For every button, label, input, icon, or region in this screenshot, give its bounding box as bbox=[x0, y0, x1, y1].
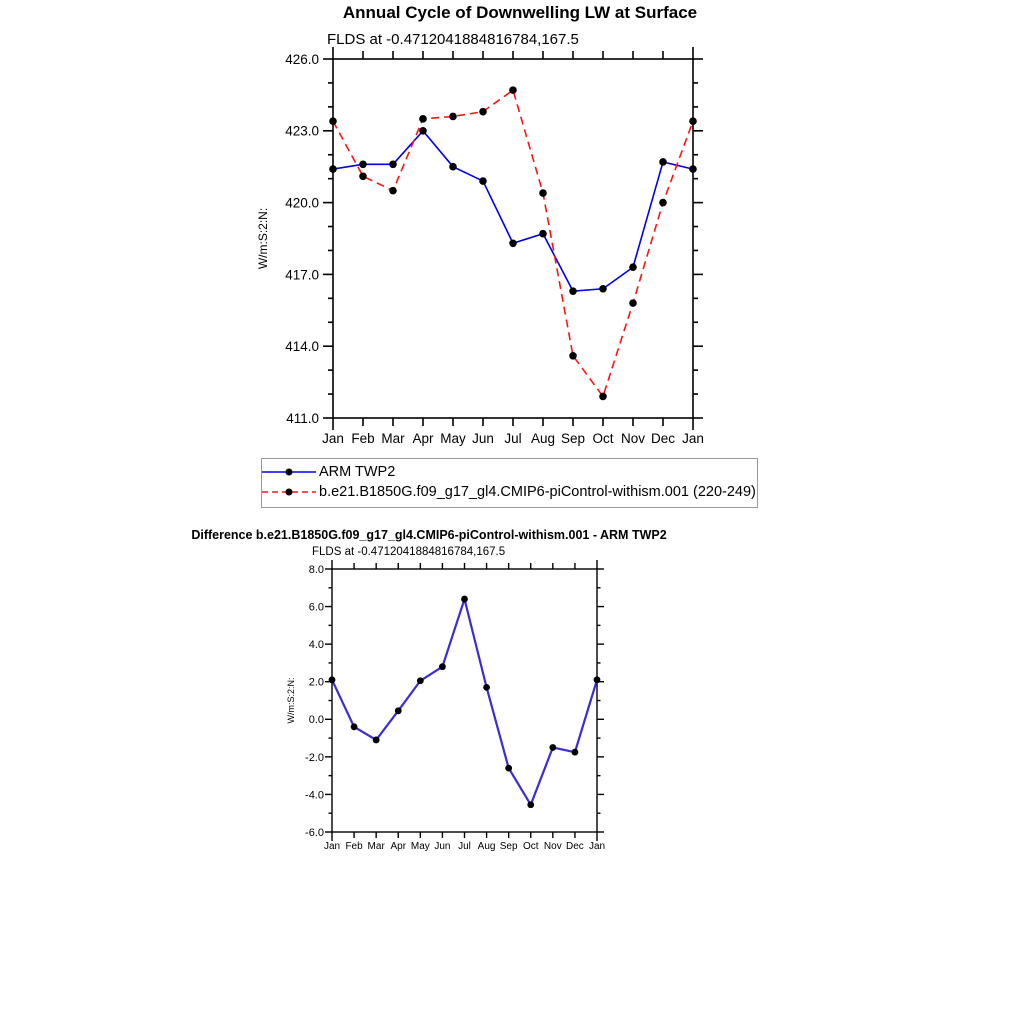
data-point-marker bbox=[483, 684, 490, 691]
series-line-0 bbox=[332, 599, 597, 805]
data-point-marker bbox=[569, 287, 577, 295]
x-tick-label: Sep bbox=[560, 431, 586, 446]
x-tick-label: Jan bbox=[588, 841, 606, 852]
top-chart bbox=[256, 47, 704, 446]
bottom-chart bbox=[286, 560, 605, 852]
x-tick-label: Nov bbox=[543, 841, 562, 852]
x-tick-label: Mar bbox=[367, 841, 385, 852]
x-tick-label: May bbox=[440, 431, 466, 446]
data-point-marker bbox=[599, 393, 607, 401]
data-point-marker bbox=[509, 86, 517, 94]
data-point-marker bbox=[389, 187, 397, 195]
data-point-marker bbox=[329, 676, 336, 683]
data-point-marker bbox=[419, 127, 427, 135]
data-point-marker bbox=[549, 744, 556, 751]
x-tick-label: Mar bbox=[381, 431, 405, 446]
legend-label-arm-twp2: ARM TWP2 bbox=[319, 464, 396, 480]
data-point-marker bbox=[689, 117, 697, 125]
data-point-marker bbox=[569, 352, 577, 360]
x-tick-label: Aug bbox=[477, 841, 496, 852]
x-tick-label: Oct bbox=[522, 841, 539, 852]
data-point-marker bbox=[689, 165, 697, 173]
data-point-marker bbox=[373, 737, 380, 744]
data-point-marker bbox=[479, 108, 487, 116]
x-tick-label: Jun bbox=[434, 841, 451, 852]
x-tick-label: Jan bbox=[323, 841, 341, 852]
x-tick-label: May bbox=[410, 841, 430, 852]
y-tick-label: 8.0 bbox=[308, 563, 324, 576]
plot-box bbox=[332, 569, 597, 832]
x-tick-label: Feb bbox=[351, 431, 375, 446]
data-point-marker bbox=[572, 749, 579, 756]
data-point-marker bbox=[449, 163, 457, 171]
data-point-marker bbox=[509, 239, 517, 247]
x-tick-label: Jul bbox=[504, 431, 522, 446]
data-point-marker bbox=[419, 115, 427, 123]
y-tick-label: 414.0 bbox=[285, 339, 319, 355]
bottom-chart-title: Difference b.e21.B1850G.f09_g17_gl4.CMIP6-piControl-withism.001 - ARM TWP2 bbox=[191, 528, 667, 542]
data-point-marker bbox=[629, 263, 637, 271]
y-axis-title: W/m:S:2:N: bbox=[256, 207, 270, 270]
top-chart-subtitle: FLDS at -0.4712041884816784,167.5 bbox=[327, 31, 579, 48]
y-tick-label: 426.0 bbox=[285, 51, 319, 67]
data-point-marker bbox=[359, 161, 367, 169]
y-tick-label: 417.0 bbox=[285, 267, 319, 283]
x-tick-label: Dec bbox=[650, 431, 676, 446]
data-point-marker bbox=[449, 113, 457, 121]
x-tick-label: Oct bbox=[592, 431, 614, 446]
data-point-marker bbox=[329, 165, 337, 173]
data-point-marker bbox=[351, 723, 358, 730]
data-point-marker bbox=[359, 172, 367, 180]
y-axis-title: W/m:S:2:N: bbox=[286, 677, 296, 724]
data-point-marker bbox=[417, 677, 424, 684]
legend-item-arm-twp2 bbox=[262, 461, 395, 483]
data-point-marker bbox=[539, 189, 547, 197]
data-point-marker bbox=[659, 199, 667, 207]
y-tick-label: 2.0 bbox=[308, 676, 324, 689]
data-point-marker bbox=[539, 230, 547, 238]
data-point-marker bbox=[461, 596, 468, 603]
data-point-marker bbox=[389, 161, 397, 169]
data-point-marker bbox=[505, 765, 512, 772]
legend-marker-dot bbox=[286, 469, 293, 476]
x-tick-label: Aug bbox=[530, 431, 556, 446]
legend-item-model bbox=[262, 481, 756, 503]
legend-line-dashed-icon bbox=[262, 486, 316, 498]
x-tick-label: Dec bbox=[566, 841, 584, 852]
x-tick-label: Jul bbox=[458, 841, 471, 852]
y-tick-label: 4.0 bbox=[308, 639, 324, 652]
y-tick-label: -2.0 bbox=[305, 751, 324, 764]
x-tick-label: Jun bbox=[472, 431, 494, 446]
legend-marker-dot bbox=[286, 489, 293, 496]
y-tick-label: 423.0 bbox=[285, 123, 319, 139]
data-point-marker bbox=[629, 299, 637, 307]
x-tick-label: Feb bbox=[345, 841, 363, 852]
x-tick-label: Sep bbox=[499, 841, 518, 852]
data-point-marker bbox=[479, 177, 487, 185]
y-tick-label: -4.0 bbox=[305, 789, 324, 802]
data-point-marker bbox=[659, 158, 667, 166]
data-point-marker bbox=[395, 707, 402, 714]
legend-label-model: b.e21.B1850G.f09_g17_gl4.CMIP6-piControl-withism.001 (220-249) bbox=[319, 484, 756, 500]
data-point-marker bbox=[594, 676, 601, 683]
x-tick-label: Apr bbox=[412, 431, 434, 446]
data-point-marker bbox=[329, 117, 337, 125]
legend-box bbox=[261, 458, 758, 508]
y-tick-label: 6.0 bbox=[308, 601, 324, 614]
legend-line-solid-icon bbox=[262, 466, 316, 478]
data-point-marker bbox=[599, 285, 607, 293]
y-tick-label: 411.0 bbox=[286, 410, 319, 426]
top-chart-title: Annual Cycle of Downwelling LW at Surface bbox=[342, 3, 698, 22]
bottom-chart-subtitle: FLDS at -0.4712041884816784,167.5 bbox=[312, 546, 506, 558]
series-line-0 bbox=[333, 131, 693, 291]
y-tick-label: 0.0 bbox=[308, 714, 324, 727]
x-tick-label: Jan bbox=[682, 431, 704, 446]
y-tick-label: -6.0 bbox=[305, 826, 324, 839]
x-tick-label: Nov bbox=[620, 431, 646, 446]
x-tick-label: Jan bbox=[322, 431, 344, 446]
y-tick-label: 420.0 bbox=[285, 195, 319, 211]
data-point-marker bbox=[527, 801, 534, 808]
data-point-marker bbox=[439, 663, 446, 670]
x-tick-label: Apr bbox=[390, 841, 407, 852]
plot-box bbox=[333, 59, 693, 418]
